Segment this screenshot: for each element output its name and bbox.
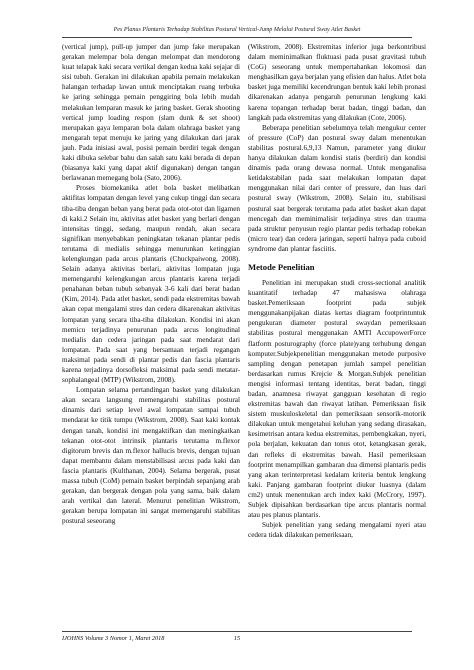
right-paragraph-4: Subjek penelitian yang sedang mengalami nyeri atau cedera tidak dilakukan pemeriksaan, <box>248 521 426 540</box>
right-paragraph-1: (Wikstrom, 2008). Ekstremitas inferior juga berkontribusi dalam meminimalkan fluktuasi pada pusat gravitasi tubuh (CoG) seseorang untuk mempertahankan lokomosi dan menghasilkan gaya berjalan yang efisien dan halus. Atlet bola basket juga memiliki kecendrungan bentuk kaki lebih pronasi dikarenakan adanya pengaruh penurunan lengkung kaki karena topangan terhadap berat badan, tinggi badan, dan langkah pada ekstremitas yang dilakukan (Cote, 2006). <box>248 43 426 122</box>
left-paragraph-2: Proses biomekanika atlet bola basket melibatkan aktifitas lompatan dengan level yang cukup tinggi dan secara tiba-tiba dengan beban yang berat pada otot-otot dan ligamen di kaki.2 Selain itu, aktivitas atlet basket yang berlari dengan intensitas tinggi, sedang, maupun rendah, akan secara signifikan menyebabkan peningkatan tekanan plantar pedis terutama di medialis sehingga menurunkan ketinggian kelengkungan pada arcus plantaris (Chuckpaiwong, 2008). Selain adanya aktivitas berlari, aktivitas lompatan juga memengaruhi kelengkungan arcus plantaris karena terjadi penahanan beban tubuh sebanyak 3-6 kali dari berat badan (Kim, 2014). Pada atlet basket, sendi pada ekstremitas bawah akan cepat mengalami stres dan cedera dikarenakan aktivitas lompatan yang secara tiba-tiba dilakukan. Kondisi ini akan memicu terjadinya penurunan pada arcus longitudinal medialis dan cedera jaringan pada saat mendarat dari lompatan. Pada saat yang bersamaan terjadi regangan maksimal pada sendi di plantar pedis dan fascia plantaris karena terjadinya dorsofleksi maksimal pada sendi metatar-sophalangeal (MTP) (Wikstrom, 2008). <box>62 184 240 385</box>
left-column <box>62 42 240 527</box>
header-rule <box>62 37 412 38</box>
left-paragraph-3: Lompatan selama pertandingan basket yang dilakukan akan secara langsung memengaruhi stabilitas postural dinamis dari setiap level awal lompatan sampai tubuh mendarat ke titik tumpu (Wikstrom, 2008). Saat kaki kontak dengan tanah, kondisi ini mengaktifkan dan meningkatkan tekanan otot-otot intrinsik plantaris terutama m.flexor digitorum brevis dan m.flexor hallucis brevis, dengan tujuan dapat membantu dalam menstabilisasi arcus pada kaki dan fascia plantaris (Kulthanan, 2004). Selama bergerak, pusat massa tubuh (CoM) pemain basket berpindah sepanjang arah gerakan, dan bergerak dengan pola yang sama, baik dalam arah vertikal dan lateral. Menurut penelitian Wikstrom, gerakan berupa lompatan ini sangat memengaruhi stabilitas postural seseorang <box>62 386 240 526</box>
footer-rule <box>62 631 412 632</box>
footer-journal-info: IJOHNS Volume 3 Nomor 1, Maret 2018 <box>62 635 165 642</box>
right-paragraph-3: Penelitian ini merupakan studi cross-sectional analitik kuantitatif terhadap 47 mahasiswa olahraga basket.Pemeriksaan footprint pada subjek menggunakanpijakan diatas kertas diagram footprintuntuk pengukuran diameter postural swaydan pemeriksaan stabilitas postural menggunakan AMTI AccupowerForce flatform posturography (force plate)yang terhubung dengan komputer.Subjekpenelitian menggunakan metode purposive sampling dengan penetapan jumlah sampel penelitian berdasarkan rumus Krejcie & Morgan.Subjek penelitian mengisi informasi tentang identitas, berat badan, tinggi badan, anamnesa riwayat gangguan kesehatan di regio ekstremitas bawah dan riwayat latihan. Pemeriksaan fisik sistem muskuloskeletal dan pemeriksaan sensorik-motorik dilakukan untuk mengetahui keluhan yang sedang dirasakan, kesimetrisan antara kedua ekstremitas, pembengkakan, nyeri, pola berjalan, kekuatan dan tonus otot, ketangkasan gerak, dan refleks di ekstremitas bawah. Hasil pemeriksaan footprint menampilkan gambaran dua dimensi plantaris pedis yang akan terinterpretasi kedalam kriteria bentuk lengkung kaki. Panjang gambaran footprint diukur luasnya (dalam cm2) untuk menentukan arch index kaki (McCrory, 1997). Subjek dipisahkan berdasarkan tipe arcus plantaris normal atau pes planus plantaris. <box>248 278 426 520</box>
right-paragraph-2: Beberapa penelitian sebelumnya telah mengukur center of pressure (CoP) dan postural sway dalam menentukan stabilitas postural.6,9,13 Namun, parameter yang diukur hanya dilakukan dalam kondisi statis (berdiri) dan kondisi dinamis pada orang dewasa normal. Untuk menganalisa ketidakstabilan pada saat melakukan lompatan dapat menggunakan nilai dari center of pressure, dan luas dari postural sway (Wikstrom, 2008). Selain itu, stabilisasi postural saat bergerak terutama pada atlet basket akan dapat mencegah dan meminimalisir terjadinya stres dan trauma pada struktur penyusun regio plantar pedis terhadap robekan (micro tear) dan cedera jaringan, seperti halnya pada cuboid syndrome dan plantar fasciitis. <box>248 123 426 253</box>
page-number: 15 <box>233 635 241 642</box>
section-heading: Metode Penelitian <box>248 261 315 272</box>
running-header: Pes Planus Plantaris Terhadap Stabilitas Postural Vertical-Jump Melalui Postural Sway Atlet Basket <box>113 27 361 33</box>
left-paragraph-1: (vertical jump), pull-up jumper dan jump fake merupakan gerakan melempar bola dengan melompat dan mendorong kuat telapak kaki secara vertikal dengan kedua kaki sejajar di sisi tubuh. Gerakan ini dilakukan apabila pemain melakukan halangan terhadap lawan untuk menciptakan ruang terbuka ke jaring sehingga pemain penggiring bola lebih mudah melakukan lemparan masuk ke jaring basket. Gerak shooting vertical jump loading respon (slam dunk & set shoot) merupakan gaya lemparan bola dalam olahraga basket yang mengarah tepat menuju ke jaring yang dilakukan dari jarak jauh. Pada inisiasi awal, posisi pemain berdiri tegak dengan kaki dibuka selebar bahu dan salah satu kaki berada di depan (biasanya kaki yang dapat aktif digunakan) dengan tangan berlawanan memegang bola (Sato, 2006). <box>62 43 240 183</box>
right-column <box>248 42 426 540</box>
